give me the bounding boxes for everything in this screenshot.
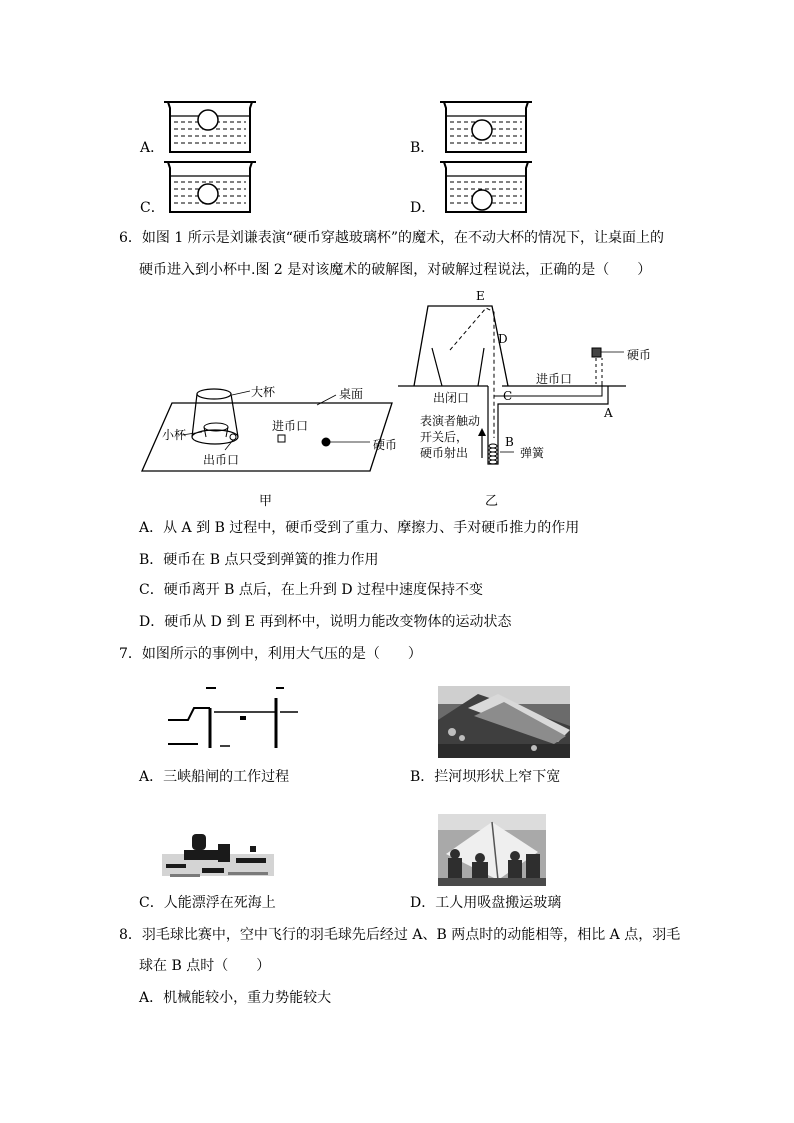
- fig2-note-line2: 开关后，: [420, 430, 469, 444]
- q6-option-c[interactable]: C．硬币离开 B 点后，在上升到 D 过程中速度保持不变: [139, 582, 484, 598]
- q5-option-c-label[interactable]: C．: [140, 200, 165, 216]
- fig1-coin-out-label: 出币口: [203, 453, 240, 467]
- fig2-caption: 乙: [485, 494, 499, 509]
- q5-option-d-label[interactable]: D．: [410, 200, 436, 216]
- q7-image-ship-lock: [164, 684, 300, 756]
- fig2-E-label: E: [476, 289, 485, 303]
- q7-image-suction-cup: [438, 814, 546, 886]
- fig2-note-line1: 表演者触动: [420, 414, 481, 428]
- fig2-coin-in-label: 进币口: [536, 372, 573, 386]
- fig1-caption: 甲: [259, 494, 273, 509]
- q6-option-a[interactable]: A．从 A 到 B 过程中，硬币受到了重力、摩擦力、手对硬币推力的作用: [139, 520, 580, 536]
- fig1-table-label: 桌面: [339, 387, 364, 401]
- q7-option-d[interactable]: D．工人用吸盘搬运玻璃: [410, 895, 562, 911]
- q7-option-a[interactable]: A．三峡船闸的工作过程: [139, 769, 290, 785]
- q5-option-b-label[interactable]: B．: [410, 140, 435, 156]
- fig2-B-label: B: [505, 435, 514, 449]
- fig2-D-label: D: [498, 332, 508, 346]
- fig2-C-label: C: [503, 389, 513, 403]
- fig2-spring-label: 弹簧: [520, 446, 545, 460]
- q6-option-b[interactable]: B．硬币在 B 点只受到弹簧的推力作用: [139, 552, 379, 568]
- fig2-note-line3: 硬币射出: [420, 446, 469, 460]
- q8-option-a[interactable]: A．机械能较小，重力势能较大: [139, 990, 332, 1006]
- q6-stem-line1: 6．如图 1 所示是刘谦表演“硬币穿越玻璃杯”的魔术，在不动大杯的情况下，让桌面上的: [119, 230, 665, 246]
- beaker-d-figure: [436, 158, 536, 218]
- beaker-c-figure: [160, 158, 260, 218]
- q8-stem-line1: 8．羽毛球比赛中，空中飞行的羽毛球先后经过 A、B 两点时的动能相等，相比 A 点，羽毛: [119, 927, 681, 943]
- q6-stem-line2: 硬币进入到小杯中.图 2 是对该魔术的破解图，对破解过程说法，正确的是（ ）: [139, 262, 652, 278]
- fig2-exit-closed-label: 出闭口: [433, 391, 470, 405]
- fig1-coin-label: 硬币: [373, 438, 398, 452]
- beaker-a-figure: [160, 98, 260, 158]
- fig2-coin-label: 硬币: [627, 348, 652, 362]
- fig1-big-cup-label: 大杯: [251, 385, 276, 399]
- beaker-b-figure: [436, 98, 536, 158]
- q5-option-a-label[interactable]: A．: [140, 140, 165, 156]
- q8-stem-line2: 球在 B 点时（ ）: [139, 958, 271, 974]
- q7-image-dead-sea: [162, 824, 274, 884]
- q7-option-b[interactable]: B．拦河坝形状上窄下宽: [410, 769, 561, 785]
- q6-option-d[interactable]: D．硬币从 D 到 E 再到杯中，说明力能改变物体的运动状态: [139, 614, 512, 630]
- q7-image-dam: [438, 686, 570, 758]
- fig1-coin-in-label: 进币口: [272, 419, 309, 433]
- fig2-A-label: A: [604, 406, 613, 420]
- q7-option-c[interactable]: C．人能漂浮在死海上: [139, 895, 276, 911]
- q7-stem: 7．如图所示的事例中，利用大气压的是（ ）: [119, 646, 422, 662]
- fig1-small-cup-label: 小杯: [162, 428, 187, 442]
